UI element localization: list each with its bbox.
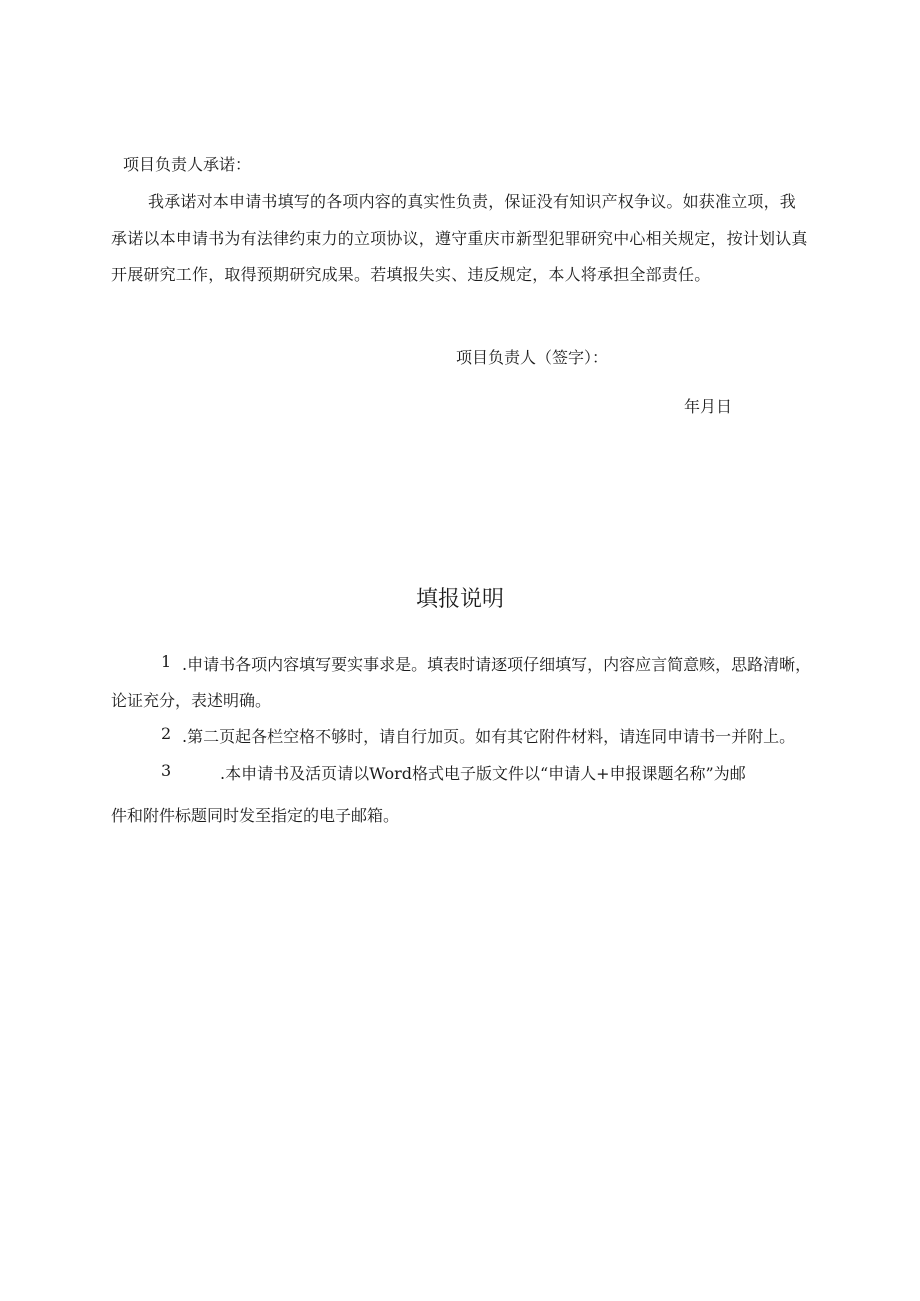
instructions-title: 填报说明 — [416, 587, 505, 612]
pledge-text-line: 我承诺对本申请书填写的各项内容的真实性负责，保证没有知识产权争议。如获准立项，我 — [148, 192, 797, 211]
date-label: 年月日 — [684, 397, 733, 416]
pledge-text-line: 承诺以本申请书为有法律约束力的立项协议，遵守重庆市新型犯罪研究中心相关规定，按计划认真 — [111, 229, 808, 248]
signature-label: 项目负责人（签字）： — [456, 348, 609, 367]
instruction-item-continuation: 论证充分，表述明确。 — [111, 691, 272, 710]
instruction-item-continuation: 件和附件标题同时发至指定的电子邮箱。 — [111, 806, 400, 825]
pledge-text-line: 开展研究工作，取得预期研究成果。若填报失实、违反规定，本人将承担全部责任。 — [111, 265, 711, 284]
instruction-item-text: .第二页起各栏空格不够时，请自行加页。如有其它附件材料，请连同申请书一并附上。 — [182, 727, 796, 746]
instruction-item-number: 2 — [161, 724, 172, 743]
instruction-item-number: 3 — [161, 761, 172, 780]
instruction-item-text: .本申请书及活页请以Word格式电子版文件以“申请人+申报课题名称”为邮 — [220, 764, 746, 783]
pledge-heading: 项目负责人承诺： — [123, 155, 252, 174]
instruction-item-text: .申请书各项内容填写要实事求是。填表时请逐项仔细填写，内容应言简意赅，思路清晰， — [182, 655, 812, 674]
instruction-item-number: 1 — [161, 652, 172, 671]
